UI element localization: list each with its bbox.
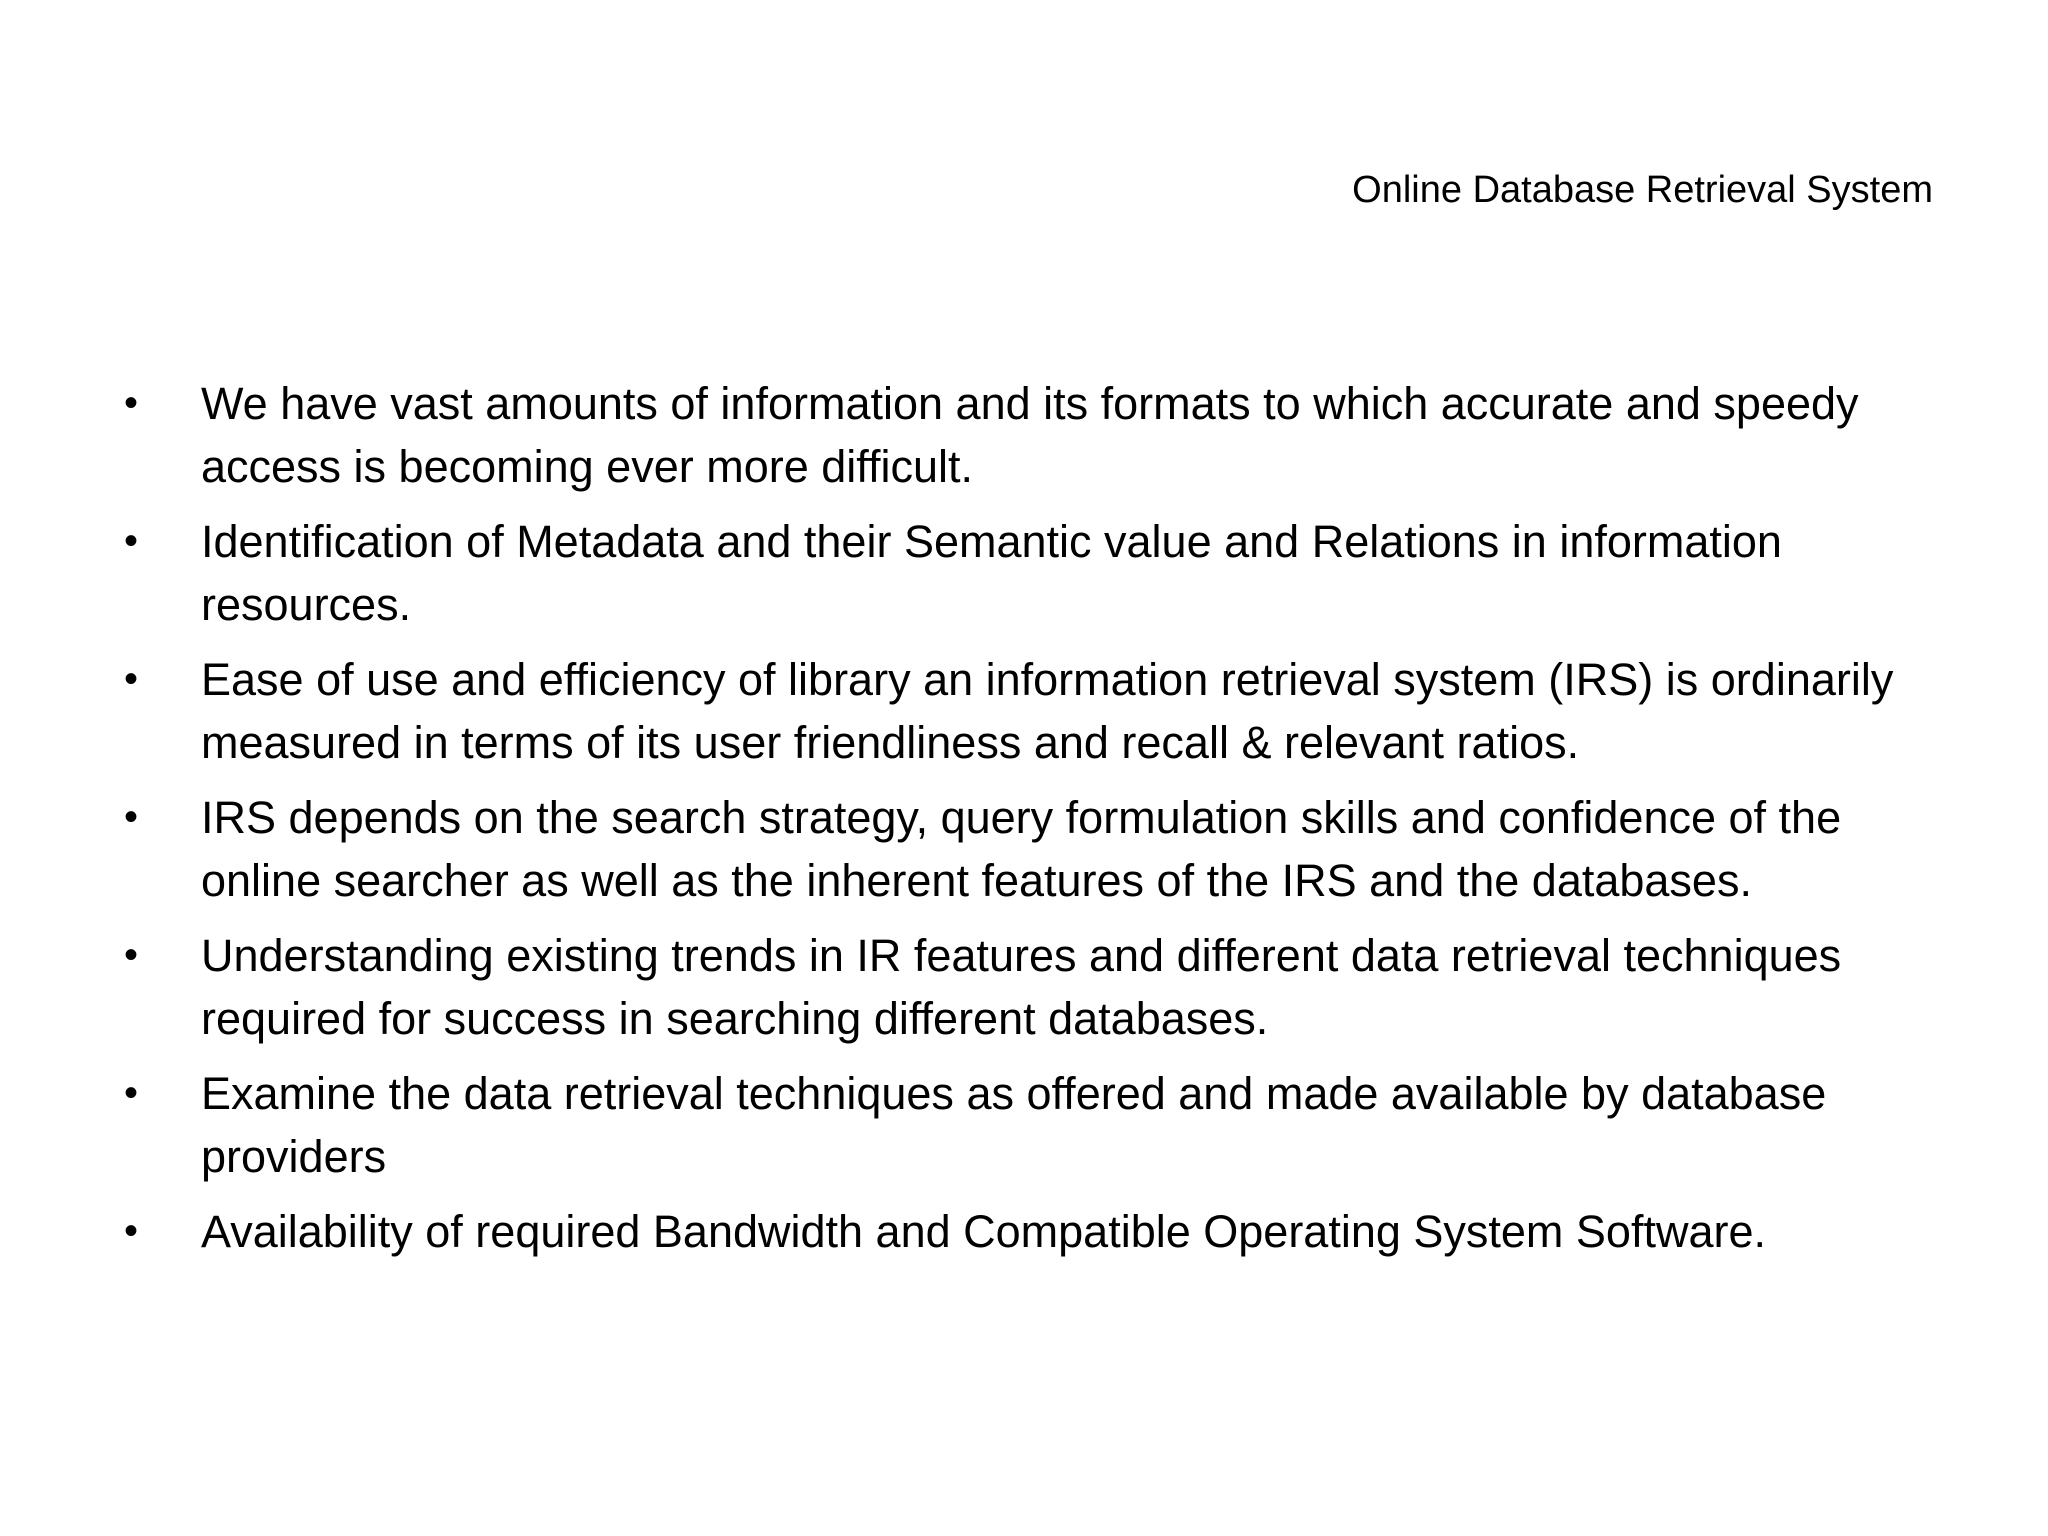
bullet-dot-icon: • <box>124 1209 139 1253</box>
bullet-dot-icon: • <box>124 519 139 563</box>
bullet-item <box>120 510 1940 636</box>
bullet-text: Ease of use and efficiency of library an information retrieval system (IRS) is ordinarily measured in terms of its user friendliness and recall & relevant ratios. <box>201 654 1894 768</box>
bullet-text: We have vast amounts of information and its formats to which accurate and speedy access is becoming ever more difficult. <box>201 378 1859 492</box>
bullet-text: Identification of Metadata and their Semantic value and Relations in information resources. <box>201 516 1782 630</box>
bullet-dot-icon: • <box>124 933 139 977</box>
bullet-item <box>120 924 1940 1050</box>
bullet-item <box>120 1200 1940 1263</box>
bullet-text: IRS depends on the search strategy, query formulation skills and confidence of the online searcher as well as the inherent features of the IRS and the databases. <box>201 792 1842 906</box>
bullet-text: Understanding existing trends in IR features and different data retrieval techniques required for success in searching different databases. <box>201 930 1842 1044</box>
bullet-text: Examine the data retrieval techniques as offered and made available by database providers <box>201 1068 1827 1182</box>
slide-title: Online Database Retrieval System <box>1352 169 1933 211</box>
bullet-item <box>120 786 1940 912</box>
bullet-dot-icon: • <box>124 381 139 425</box>
bullet-text: Availability of required Bandwidth and Compatible Operating System Software. <box>201 1206 1767 1257</box>
bullet-item <box>120 372 1940 498</box>
bullet-item <box>120 1062 1940 1188</box>
bullet-list <box>120 372 1940 1263</box>
bullet-dot-icon: • <box>124 795 139 839</box>
bullet-dot-icon: • <box>124 657 139 701</box>
bullet-dot-icon: • <box>124 1071 139 1115</box>
bullet-item <box>120 648 1940 774</box>
